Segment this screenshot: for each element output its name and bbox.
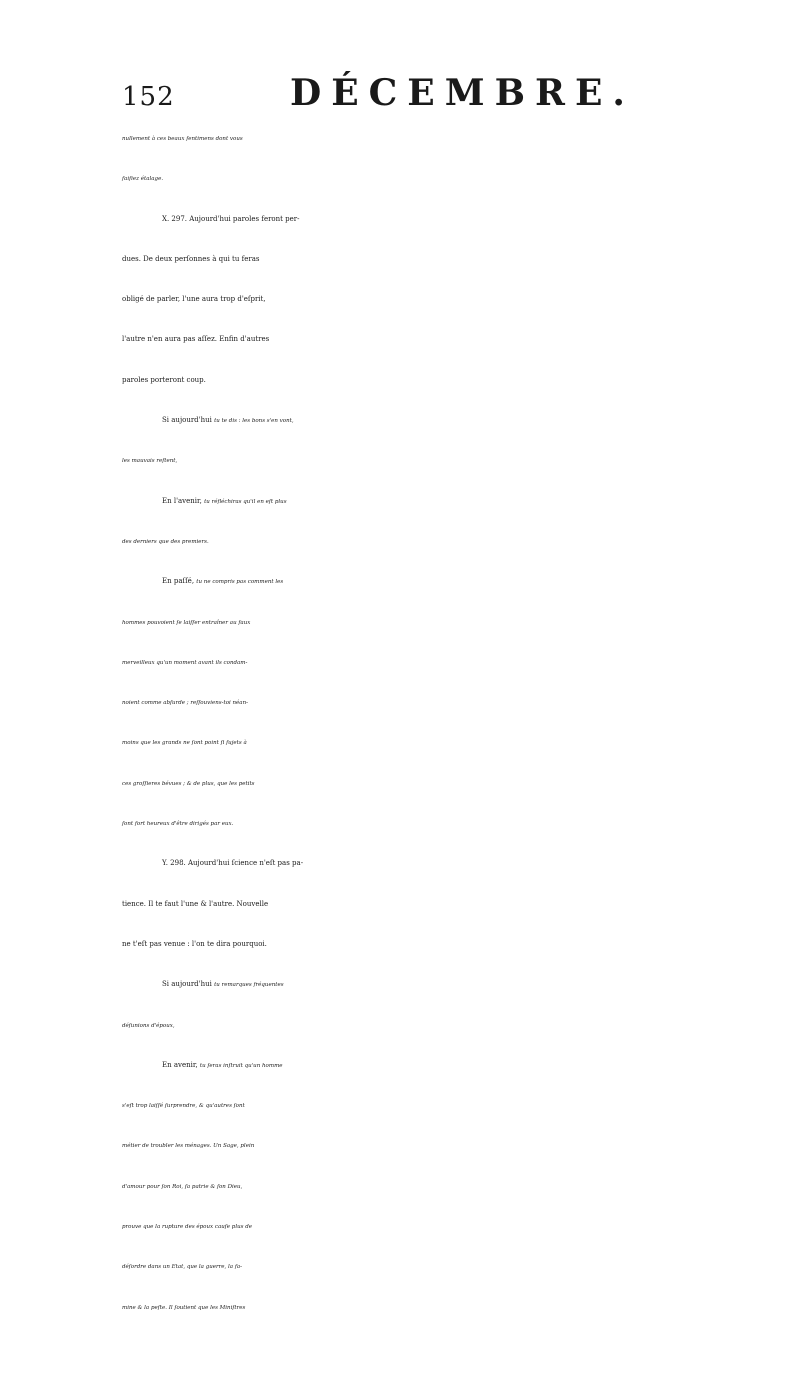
italic-text: métier de troubler les ménages. Un Sage, plein <box>122 1143 255 1150</box>
italic-text: prouve que la rupture des époux cauſe plus de <box>122 1224 252 1231</box>
text-line <box>122 722 794 762</box>
text-line <box>122 319 794 359</box>
italic-text: faiſiez étalage. <box>122 176 164 183</box>
text-line <box>122 360 794 400</box>
text-line <box>122 602 794 642</box>
text-line <box>122 118 794 158</box>
italic-text: tu ne compris pas comment les <box>196 579 284 586</box>
italic-text: tu réfléchiras qu'il en eſt plus <box>204 498 287 505</box>
italic-text: nullement à ces beaux ſentimens dont vous <box>122 136 243 142</box>
text-line <box>122 1045 794 1085</box>
italic-text: merveilleux qu'un moment avant ils condam- <box>122 659 248 666</box>
roman-text: tience. Il te faut l'une & l'autre. Nouvelle <box>122 899 269 908</box>
italic-text: moins que les grands ne ſont point ſi ſujets à <box>122 740 247 747</box>
text-line <box>122 561 794 601</box>
roman-text: En l'avenir, <box>162 496 205 505</box>
roman-text: dues. De deux perſonnes à qui tu feras <box>122 254 260 263</box>
text-line <box>122 1206 794 1246</box>
italic-text: déſunions d'époux, <box>122 1022 175 1029</box>
text-line <box>122 843 794 883</box>
text-line <box>122 1287 794 1327</box>
roman-text: Si aujourd'hui <box>162 980 215 989</box>
italic-text: déſordre dans un Etat, que la guerre, la fa- <box>122 1264 243 1271</box>
text-line <box>122 884 794 924</box>
text-line <box>122 521 794 561</box>
text-line <box>122 239 794 279</box>
italic-text: mine & la peſte. Il ſoutient que les Miniſtres <box>122 1304 246 1311</box>
roman-text: Y. 298. Aujourd'hui ſcience n'eſt pas pa- <box>162 859 304 868</box>
running-title: DÉCEMBRE. <box>290 72 635 114</box>
text-line <box>122 924 794 964</box>
text-line <box>122 642 794 682</box>
italic-text: ſont fort heureux d'être dirigés par eux. <box>122 821 234 828</box>
text-line <box>122 199 794 239</box>
roman-text: X. 297. Aujourd'hui paroles feront per- <box>162 214 300 223</box>
text-line <box>122 481 794 521</box>
roman-text: l'autre n'en aura pas aſſez. Enfin d'autres <box>122 335 270 344</box>
text-line <box>122 1125 794 1165</box>
text-line <box>122 1246 794 1286</box>
italic-text: hommes pouvoient ſe laiſſer entraîner au faux <box>122 619 251 626</box>
italic-text: noient comme abſurde ; reſſouviens-toi néan- <box>122 700 248 707</box>
italic-text: d'amour pour ſon Roi, ſa patrie & ſon Dieu, <box>122 1183 243 1190</box>
roman-text: obligé de parler, l'une aura trop d'eſprit, <box>122 295 266 304</box>
text-line <box>122 400 794 440</box>
italic-text: tu te dis : les bons s'en vont, <box>214 418 294 425</box>
italic-text: ces groſſieres bévues ; & de plus, que les petits <box>122 780 255 787</box>
text-line <box>122 158 794 198</box>
italic-text: les mauvais reſtent, <box>122 458 178 465</box>
roman-text: paroles porteront coup. <box>122 375 206 384</box>
text-line <box>122 1166 794 1206</box>
roman-text: Si aujourd'hui <box>162 416 215 425</box>
italic-text: tu remarques fréquentes <box>214 982 284 989</box>
text-line <box>122 803 794 843</box>
text-line <box>122 440 794 480</box>
text-line <box>122 682 794 722</box>
body-text <box>122 118 794 1327</box>
text-line <box>122 1005 794 1045</box>
roman-text: En avenir, <box>162 1060 200 1069</box>
text-line <box>122 763 794 803</box>
text-line <box>122 279 794 319</box>
text-line <box>122 1085 794 1125</box>
page-number: 152 <box>122 82 175 112</box>
italic-text: s'eſt trop laiſſé ſurprendre, & qu'autres ſont <box>122 1103 245 1110</box>
italic-text: tu ſeras inſtruit qu'un homme <box>199 1062 283 1069</box>
roman-text: ne t'eſt pas venue : l'on te dira pourquoi. <box>122 939 267 948</box>
italic-text: des derniers que des premiers. <box>122 538 209 545</box>
page-header <box>122 68 782 112</box>
roman-text: En paſſé, <box>162 577 197 586</box>
text-line <box>122 964 794 1004</box>
